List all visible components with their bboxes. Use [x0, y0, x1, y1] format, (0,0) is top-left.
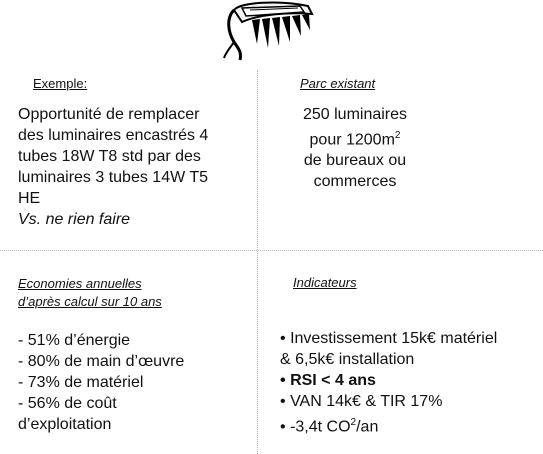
horizontal-divider — [0, 250, 543, 251]
example-text — [18, 104, 254, 230]
bullet: • — [280, 418, 286, 436]
vertical-divider — [257, 70, 258, 454]
indicators-list — [280, 328, 542, 437]
indicator-item — [280, 391, 542, 412]
indicator-rsi: RSI < 4 ans — [290, 372, 376, 389]
savings-item: - 73% de matériel — [18, 374, 144, 391]
indicator-item — [280, 412, 542, 437]
bullet: • — [280, 330, 286, 347]
example-line: HE — [18, 190, 41, 207]
indicators-heading: Indicateurs — [293, 275, 357, 290]
example-alternative: Vs. ne rien faire — [18, 211, 131, 228]
savings-list — [18, 330, 254, 435]
parc-area: pour 1200m — [309, 131, 395, 149]
savings-item: d’exploitation — [18, 416, 112, 433]
luminaire-icon — [220, 0, 320, 68]
example-heading: Exemple: — [33, 76, 88, 91]
savings-heading — [18, 275, 162, 311]
indicator-item — [280, 370, 542, 391]
example-line: Opportunité de remplacer — [18, 106, 200, 123]
parc-line-3: de bureaux ou — [303, 152, 407, 170]
co2-subscript: 2 — [350, 417, 357, 428]
parc-heading: Parc existant — [300, 76, 376, 91]
bullet: • — [280, 372, 286, 389]
parc-line-4: commerces — [313, 173, 397, 191]
indicator-item — [280, 328, 542, 349]
indicator-item-cont: & 6,5k€ installation — [280, 351, 415, 368]
indicator-co2: -3,4t CO — [290, 418, 351, 436]
indicator-co2-unit: /an — [356, 418, 379, 436]
savings-heading-line-1: Economies annuelles — [18, 276, 142, 291]
indicator-investment: Investissement 15k€ matériel — [290, 330, 498, 347]
bullet: • — [280, 393, 286, 410]
savings-item: - 51% d’énergie — [18, 332, 131, 349]
parc-area-exponent: 2 — [394, 130, 401, 141]
example-line: des luminaires encastrés 4 — [18, 127, 209, 144]
example-line: tubes 18W T8 std par des — [18, 148, 201, 165]
example-line: luminaires 3 tubes 14W T5 — [18, 169, 209, 186]
indicator-van-tir: VAN 14k€ & TIR 17% — [290, 393, 443, 410]
parc-text — [270, 104, 440, 192]
savings-item: - 56% de coût — [18, 395, 117, 412]
parc-line-1: 250 luminaires — [302, 106, 408, 123]
savings-heading-line-2: d’après calcul sur 10 ans — [18, 294, 162, 309]
savings-item: - 80% de main d’œuvre — [18, 353, 185, 370]
parc-line-2 — [270, 125, 440, 150]
